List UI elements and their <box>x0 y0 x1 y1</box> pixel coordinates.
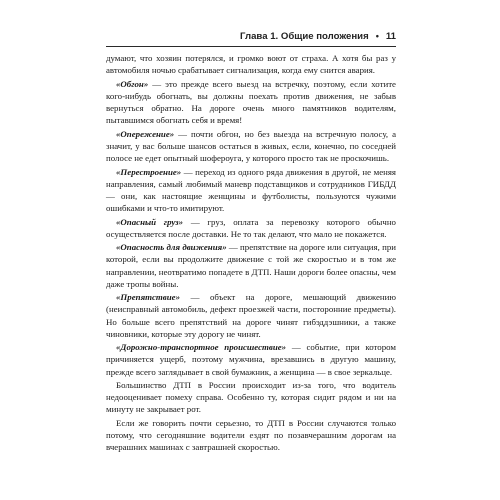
paragraph-text: Если же говорить почти серьезно, то ДТП в России случаются только потому, что сегодняшние водители ездят по позавчерашним дорогам на вчерашних машинах с завтрашней скоростью. <box>106 418 396 453</box>
definition-paragraph <box>106 291 396 339</box>
paragraph-text: думают, что хозяин потерялся, и громко воют от страха. А хотя бы раз у автомобиля ночью срабатывает сигнализация, когда ему снится авария. <box>106 53 396 76</box>
term: «Опасный груз» <box>116 216 184 227</box>
definition-paragraph <box>106 166 396 214</box>
definition-text: — это прежде всего выезд на встречку, поэтому, если хотите кого-нибудь обогнать, вы должны поехать против движения, не забыв вернуться обратно. На дороге очень много памятников водителям, пытавшимся обогнать себя и время! <box>106 78 396 126</box>
definition-text: — почти обгон, но без выезда на встречную полосу, а значит, у вас больше шансов остаться в живых, если, конечно, по соседней полосе не едет опытный шофероуга, у которого просто так не проскочишь. <box>106 128 396 163</box>
term: «Препятствие» <box>116 292 181 303</box>
definition-paragraph <box>106 216 396 240</box>
paragraph <box>106 379 396 415</box>
definition-paragraph <box>106 78 396 126</box>
running-header <box>106 28 396 47</box>
paragraph <box>106 417 396 453</box>
paragraph <box>106 52 396 76</box>
term: «Дорожно-транспортное происшествие» <box>116 342 287 353</box>
chapter-title: Глава 1. Общие положения <box>240 30 369 42</box>
definition-text: — объект на дороге, мешающий движению (неисправный автомобиль, дефект проезжей части, посторонние предметы). Но больше всего препятствий на дороге чинят гибэддэшники, а также чиновники, которые эту дорогу не чинят. <box>106 292 396 339</box>
paragraph-text: Большинство ДТП в России происходит из-за того, что водитель недооценивает помеху справа. Особенно ту, которая сидит рядом и ни на минуту не закрывает рот. <box>106 380 396 415</box>
definition-paragraph <box>106 341 396 377</box>
term: «Обгон» <box>116 78 149 89</box>
term: «Перестроение» <box>116 166 182 177</box>
body-text <box>106 52 396 453</box>
header-bullet: • <box>375 31 379 41</box>
term: «Опережение» <box>116 128 175 139</box>
definition-paragraph <box>106 128 396 164</box>
book-page <box>106 28 396 455</box>
definition-text: — препятствие на дороге или ситуация, при которой, если вы продолжите движение с той же скоростью и в том же направлении, неотвратимо попадете в ДТП. Наши дороги более опасны, чем даже тропы войны. <box>106 242 397 289</box>
definition-text: — груз, оплата за перевозку которого обычно осуществляется после доставки. Не то так делают, что мало не покажется. <box>106 216 396 239</box>
definition-text: — событие, при котором причиняется ущерб, поэтому мужчина, врезавшись в другую машину, прежде всего заглядывает в свой бумажник, а женщина — в свое зеркальце. <box>106 342 396 377</box>
term: «Опасность для движения» <box>116 242 227 253</box>
definition-paragraph <box>106 241 396 289</box>
page-number: 11 <box>385 30 396 42</box>
definition-text: — переход из одного ряда движения в другой, не меняя направления, самый любимый маневр подставщиков и сотрудников ГИБДД — они, как настоящие женщины и футболисты, пользуются чужими ошибками и что-то имитируют. <box>106 166 396 213</box>
